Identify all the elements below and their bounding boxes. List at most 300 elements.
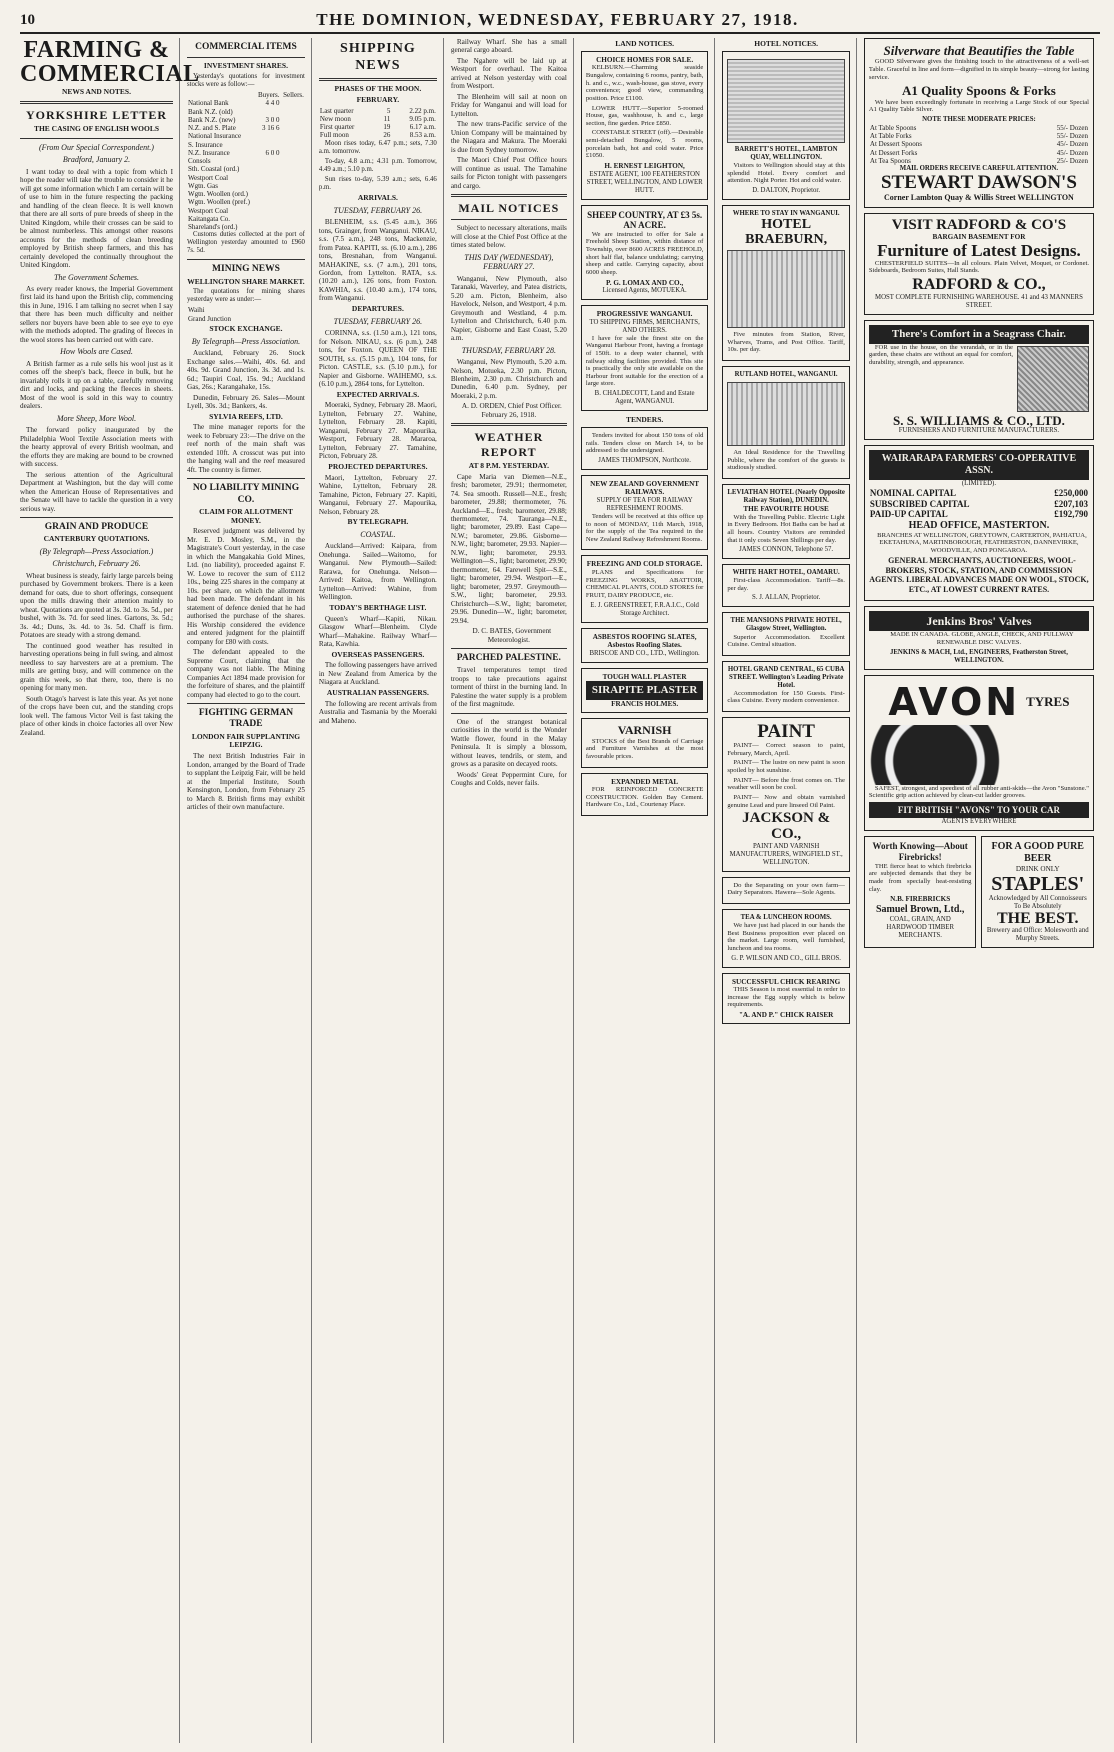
advert-body: We have been exceedingly fortunate in receiving a Large Stock of our Special A1 Quality Table Silver.	[868, 98, 1089, 114]
table-cell	[255, 157, 280, 165]
price-row	[869, 149, 1089, 157]
table-cell	[255, 174, 280, 182]
weather-signature: D. C. BATES, Government Meteorologist.	[472, 627, 552, 644]
company-desc: PAINT AND VARNISH MANUFACTURERS, WINGFIELD ST., WELLINGTON.	[729, 842, 843, 866]
chair-illustration	[1017, 346, 1089, 412]
price-row	[869, 124, 1089, 132]
table-cell: PAID-UP CAPITAL	[869, 509, 948, 520]
article-paragraph: The continued good weather has resulted in harvesting operations being in full swing, and almost needless to say harvesters are at a premium. The mills are getting busy, and will commence on the grain this week, so that there, too, there is no opening for many men.	[20, 641, 173, 693]
article-subtitle: The Government Schemes.	[53, 272, 140, 282]
article-paragraph: South Otago's harvest is late this year. As yet none of the crops have been cut, and the standing crops look well. The famous Victor Veil is fast taking the place of other kinds in choice factories all over New Zealand.	[20, 694, 173, 737]
table-cell: At Table Spoons	[869, 123, 917, 132]
dateline: Bradford, January 2.	[62, 155, 131, 165]
article-paragraph: The forward policy inaugurated by the Philadelphia Wool Textile Association meets with the hearty approval of every British woolman, and the efforts they are making are bound to be crowned with success.	[20, 426, 173, 469]
arrivals-list: BLENHEIM, s.s. (5.45 a.m.), 366 tons, Grainger, from Wanganui. NIKAU, s.s. (7.5 a.m.), 248 tons, Mackenzie, from Patea. KAPITI, ss. (6.10 a.m.), 286 tons, Bresnahan, from Wanganui. MAHAKINE, s.s. (7 a.m.), 201 tons, Gordon, from Lyttelton. RATA, s.s. (10.20 a.m.), 126 tons, from Foxton. KAWHIA, s.s. (10.40 a.m.), 174 tons, from Wanganui.	[318, 218, 437, 303]
agents: AGENTS EVERYWHERE	[941, 818, 1017, 826]
customs-note: Customs duties collected at the port of Wellington yesterday amounted to £960 7s. 5d.	[187, 231, 305, 255]
capital-row	[869, 499, 1089, 510]
brand-name: AVON	[888, 679, 1021, 724]
leviathan-advert	[722, 484, 850, 559]
company-name: Samuel Brown, Ltd.,	[875, 903, 965, 915]
mail-list: Wanganui, New Plymouth, 5.20 a.m. Nelson, Motueka, 2.30 p.m. Picton, Blenheim, 2.30 p.m. Christchurch and Dunedin, 6.40 p.m. Sydney, per Moeraki, 2 p.m.	[450, 358, 567, 400]
article-subhead: THE CASING OF ENGLISH WOOLS	[33, 124, 160, 133]
barretts-advert	[722, 51, 850, 200]
table-cell: Sth. Coastal (ord.)	[188, 165, 240, 174]
tenders-title: TENDERS.	[625, 415, 664, 425]
brand-product: TYRES	[1026, 694, 1070, 710]
australian-title: AUSTRALIAN PASSENGERS.	[326, 687, 429, 697]
agent-desc: Licensed Agents, MOTUEKA.	[602, 287, 687, 295]
table-cell	[281, 174, 305, 182]
advert-heading: WHITE HART HOTEL, OAMARU.	[732, 569, 840, 577]
table-cell: 3 0 0	[265, 115, 280, 124]
varnish-advert	[581, 718, 709, 767]
table-cell: 9.05 p.m.	[409, 114, 436, 123]
weather-subtitle: AT 8 P.M. YESTERDAY.	[468, 460, 549, 470]
company-name: STEWART DAWSON'S	[880, 172, 1077, 194]
tenders-advert	[581, 427, 709, 470]
table-row	[319, 107, 437, 115]
agents: JENKINS & MACH, Ltd., ENGINEERS, Featherston Street, WELLINGTON.	[889, 648, 1068, 664]
advert-subheading: (LIMITED).	[961, 479, 997, 487]
weather-list: Cape Maria van Diemen—N.E., fresh; barometer, 29.91; thermometer, 74. Sea smooth. Russell—N.E., fresh; barometer, 29.88; thermometer, 76. Auckland—E., fresh; barometer, 29.88; thermometer, 74. Tauranga—N.E., light; barometer, 29.89. East Cape—N.W.; barometer, 29.86. Gisborne—N.W., light; barometer, 29.93. Napier—N.W., light; barometer, 29.93. Wellington—S., light; barometer, 29.90; thermometer, 64. Farewell Spit—S.E., light; barometer, 29.94. Westport—E., light; barometer, 29.97. Greymouth—S.W., light; barometer, 29.93. Christchurch—S.W., light; barometer, 29.96. Dunedin—W., light; barometer, 29.94.	[450, 472, 567, 625]
table-cell: Grand Junction	[188, 314, 231, 323]
expected-title: EXPECTED ARRIVALS.	[336, 389, 420, 399]
tide-note: To-day, 4.8 a.m.; 4.31 p.m. Tomorrow, 4.49 a.m.; 5.10 p.m.	[318, 157, 437, 173]
table-cell: 19	[383, 123, 391, 132]
table-cell	[255, 182, 280, 190]
mail-signature: A. D. ORDEN, Chief Post Officer. February 26, 1918.	[461, 402, 562, 419]
fighting-title: FIGHTING GERMAN TRADE	[198, 708, 294, 730]
article-paragraph: A British farmer as a rule sells his wool just as it comes off the sheep's back, fleece in bulk, but he invariably rolls it up on a table, carefully removing dirt and locks, and packing the fleeces in sheets. Most of the wool is sold in this way to country dealers.	[20, 359, 173, 411]
advert-subheading: SUPPLY OF TEA FOR RAILWAY REFRESHMENT ROOMS.	[596, 496, 693, 512]
grain-byline: (By Telegraph—Press Association.)	[39, 547, 154, 557]
mail-note: Subject to necessary alterations, mails will close at the Chief Post Office at the times stated below.	[450, 224, 567, 250]
table-cell	[281, 149, 305, 157]
masthead	[20, 8, 1100, 34]
hotel-title: HOTEL NOTICES.	[754, 39, 819, 48]
table-cell: 55/- Dozen	[1056, 132, 1088, 141]
advert-subheading: TO SHIPPING FIRMS, MERCHANTS, AND OTHERS.	[589, 318, 700, 334]
advert-body: THIS Season is most essential in order to increase the Egg supply which is below requirements.	[727, 986, 845, 1009]
company-desc: COAL, GRAIN, AND HARDWOOD TIMBER MERCHANTS.	[886, 915, 954, 939]
table-cell	[255, 190, 280, 198]
wanganui-advert	[581, 305, 709, 411]
article-paragraph: Reserved judgment was delivered by Mr. E. D. Mosley, S.M., in the Magistrate's Court yesterday, in the case in which the Mangakahia Gold Mines, Ltd. (no liability), proceeded against F. W. Lowe to recover the sum of £112 10s., being 225 shares in the company at 10s. per share, on which the allotment had been made. The defendant in his statement of defence denied that he had authorised the purchase of the shares. His Worship considered the evidence and entered judgment for the plaintiff company for £80 with costs.	[187, 527, 305, 646]
table-cell	[281, 165, 305, 173]
table-cell: Westport Coal	[188, 173, 229, 182]
table-cell: NOMINAL CAPITAL	[869, 487, 956, 498]
investment-table	[187, 91, 305, 231]
column-shipping	[319, 38, 444, 1743]
moon-phases-table	[319, 107, 437, 140]
table-row	[319, 123, 437, 131]
mail-date: THIS DAY (WEDNESDAY), FEBRUARY 27.	[464, 252, 554, 272]
arrivals-title: ARRIVALS.	[357, 192, 398, 202]
table-cell: Wgtn. Woollen (pref.)	[188, 198, 250, 207]
table-cell	[281, 141, 305, 149]
noliability-subtitle: CLAIM FOR ALLOTMENT MONEY.	[199, 506, 293, 525]
advert-body: Do the Separating on your own farm—Dairy Separators. Hawera—Sole Agents.	[727, 881, 845, 897]
table-row	[187, 207, 305, 215]
table-cell: 26	[383, 131, 391, 140]
mining-title: MINING NEWS	[212, 264, 280, 275]
agent-name: B. CHALDECOTT, Land and Estate Agent, WANGANUI.	[594, 390, 695, 406]
table-cell	[255, 207, 280, 215]
exchange-title: STOCK EXCHANGE.	[209, 323, 283, 333]
bottom-adverts	[864, 836, 1094, 953]
advert-slogan: FIT BRITISH "AVONS" TO YOUR CAR	[869, 802, 1089, 819]
capital-table	[869, 488, 1089, 520]
table-row	[187, 99, 305, 107]
advert-body: PLANS and Specifications for FREEZING WORKS, ABATTOIR, CHEMICAL PLANTS, COLD STORES for FRUIT, DAIRY PRODUCE, etc.	[585, 568, 704, 599]
exchange-byline: By Telegraph—Press Association.	[191, 336, 301, 346]
article-paragraph: The Maori Chief Post Office hours will continue as usual. The Tamahine sails for Picton tonight with passengers and cargo.	[450, 156, 567, 190]
sylvia-title: SYLVIA REEFS, LTD.	[209, 411, 283, 421]
mail-orders-note: MAIL ORDERS RECEIVE CAREFUL ATTENTION.	[899, 165, 1059, 173]
advert-heading: Silverware that Beautifies the Table	[883, 43, 1075, 58]
listing: KELBURN.—Charming seaside Bungalow, containing 6 rooms, pantry, bath, h. and c., w.c., wash-house, gas stove, every convenience; good view, commanding position. Price £1100.	[585, 64, 704, 102]
bytel-title: BY TELEGRAPH.	[347, 517, 409, 527]
table-cell: At Dessert Forks	[869, 148, 918, 157]
table-cell: £192,790	[1054, 509, 1088, 520]
table-cell: 3 16 6	[262, 124, 280, 133]
column-hotel-notices	[722, 38, 857, 1743]
australian-list: The following are recent arrivals from Australia and Tasmania by the Moeraki and Maheno.	[318, 699, 437, 725]
advert-heading: VISIT RADFORD & CO'S	[891, 216, 1067, 233]
article-paragraph: The serious attention of the Agricultural Department at Washington, but the day will come when the American House of Representatives and the Senate will have to tackle the question in a very serious way.	[20, 470, 173, 513]
advert-slogan: THE BEST.	[996, 909, 1079, 927]
article-headline: YORKSHIRE LETTER	[25, 107, 168, 122]
listing: LOWER HUTT.—Superior 5-roomed House, gas, washhouse, h. and c., large section, fine garden. Price £850.	[585, 104, 704, 127]
head-office: HEAD OFFICE, MASTERTON.	[908, 519, 1050, 531]
advert-heading: LEVIATHAN HOTEL (Nearly Opposite Railway Station), DUNEDIN.	[727, 489, 845, 505]
staples-beer-advert	[981, 836, 1094, 948]
capital-row	[869, 509, 1089, 520]
table-cell	[281, 207, 305, 215]
advert-heading: SUCCESSFUL CHICK REARING	[732, 977, 841, 986]
advert-body: PAINT— Correct season to paint, February, March, April.	[727, 742, 845, 757]
advert-heading: WHERE TO STAY IN WANGANUI.	[732, 209, 840, 217]
table-cell	[255, 141, 280, 149]
palestine-title: PARCHED PALESTINE.	[456, 653, 561, 664]
prices-title: NOTE THESE MODERATE PRICES:	[922, 115, 1036, 123]
table-header: Buyers.	[257, 91, 280, 100]
commercial-title: COMMERCIAL ITEMS	[195, 42, 297, 52]
table-cell: N.Z. Insurance	[188, 148, 230, 157]
table-cell: Wgtn. Gas	[188, 181, 218, 190]
services: GENERAL MERCHANTS, AUCTIONEERS, WOOL-BROKERS, STOCK, STATION, AND COMMISSION AGENTS. LIBERAL ADVANCES MADE ON WOOL, STOCK, ETC., AT LOWEST CURRENT RATES.	[869, 556, 1089, 594]
table-row	[187, 132, 305, 140]
avon-advert	[864, 675, 1094, 832]
berthage-list: Queen's Wharf—Kapiti, Nikau. Glasgow Wharf—Blenheim. Clyde Wharf—Mahakine. Railway Wharf—Rata, Kawhia.	[318, 614, 437, 649]
table-row	[187, 116, 305, 124]
price-list	[869, 124, 1089, 165]
table-cell: Wgtn. Woollen (ord.)	[188, 190, 248, 199]
table-cell	[281, 223, 305, 231]
article-paragraph: The defendant appealed to the Supreme Court, claiming that the company was not liable. The Mining Companies Act 1894 made provision for the forfeiture of shares, and the plaintiff company had elected to go to the court.	[187, 648, 305, 699]
table-cell	[255, 108, 280, 116]
advert-signature: G. P. WILSON AND CO., GILL BROS.	[731, 954, 841, 962]
byline: (From Our Special Correspondent.)	[39, 142, 154, 152]
article-paragraph: Dunedin, February 26. Sales—Mount Lyell, 30s. 3d.; Bankers, 4s.	[187, 393, 305, 411]
table-cell: Bank N.Z. (new)	[188, 115, 236, 124]
column-commercial	[187, 38, 312, 1743]
chick-advert	[722, 973, 850, 1025]
phases-month: FEBRUARY.	[356, 94, 400, 104]
advert-body: PAINT— The lustre on new paint is soon spoiled by hot sunshine.	[727, 759, 845, 774]
advert-subheading: DRINK ONLY	[1015, 865, 1060, 874]
table-cell: 6.17 a.m.	[409, 123, 436, 132]
table-row	[319, 131, 437, 139]
advert-body: MADE IN CANADA. GLOBE, ANGLE, CHECK, AND FULLWAY RENEWABLE DISC VALVES.	[890, 631, 1074, 647]
advert-signature: S. J. ALLAN, Proprietor.	[752, 594, 821, 602]
table-cell: Consols	[188, 157, 211, 166]
grand-central-advert	[722, 661, 850, 712]
table-cell: Full moon	[319, 131, 349, 140]
article-subtitle: More Sheep, More Wool.	[56, 413, 137, 423]
article-subtitle: How Wools are Cased.	[60, 347, 133, 357]
table-row	[187, 174, 305, 182]
mail-date: THURSDAY, FEBRUARY 28.	[461, 345, 556, 355]
table-cell: At Dessert Spoons	[869, 140, 923, 149]
table-row	[187, 141, 305, 149]
freezing-advert	[581, 555, 709, 622]
advert-subheading: A1 Quality Spoons & Forks	[902, 83, 1056, 99]
advert-subheading: BARGAIN BASEMENT FOR	[932, 233, 1026, 242]
noliability-title: NO LIABILITY MINING CO.	[192, 483, 300, 505]
price-row	[869, 140, 1089, 148]
article-paragraph: The Ngahere will be laid up at Westport for overhaul. The Kaitoa arrived at Nelson yesterday with coal from Westport.	[450, 56, 567, 91]
table-row	[187, 165, 305, 173]
advert-body: Tenders invited for about 150 tons of old rails. Tenders close on March 14, to be addressed to the undersigned.	[585, 431, 704, 455]
table-cell	[281, 182, 305, 190]
grain-headline: GRAIN AND PRODUCE	[44, 521, 149, 532]
article-paragraph: The Blenheim will sail at noon on Friday for Wanganui and will load for Lyttelton.	[450, 92, 567, 118]
mail-title: MAIL NOTICES	[458, 201, 560, 216]
advert-heading: RUTLAND HOTEL, WANGANUI.	[734, 371, 838, 379]
advert-body: Visitors to Wellington should stay at this splendid Hotel. Every comfort and attention. Night Porter. Hot and cold water.	[727, 161, 845, 185]
advert-body: I have for sale the finest site on the Wanganui Harbour Front, having a frontage of 150ft. to a deep water channel, with railway siding facilities provided. This site is practically the only site available on the Harbour front suitable for the erection of a large store.	[585, 334, 704, 388]
advert-heading: ASBESTOS ROOFING SLATES, Asbestos Roofing Slates.	[592, 632, 697, 650]
departures-date: TUESDAY, FEBRUARY 26.	[333, 316, 423, 326]
advert-body: STOCKS of the Best Brands of Carriage and Furniture Varnishes at the most favourable prices.	[585, 737, 704, 760]
table-row	[187, 306, 305, 314]
advert-body: Tenders will be received at this office up to noon of MONDAY, 11th March, 1918, for the supply of the Tea required in the New Zealand Railway Refreshment Rooms.	[585, 512, 704, 543]
tyre-illustration	[869, 725, 1089, 785]
article-paragraph: The next British Industries Fair in London, arranged by the Board of Trade to supplant the Leipzig Fair, will be held at the Imperial Institute, South Kensington, London, from February 25 to March 8. British firms may exhibit articles of their own manufacture.	[187, 752, 305, 812]
seagrass-advert	[864, 320, 1094, 441]
mail-list: Wanganui, New Plymouth, also Taranaki, Waverley, and Patea districts, 5.20 a.m. Picton, Blenheim, also Havelock, Nelson, and Westport, 4 p.m. Greymouth and Westland, 4 p.m. Lyttelton and Christchurch, 6.40 p.m. Napier, Gisborne and East Coast, 5.20 a.m.	[450, 274, 567, 343]
table-row	[187, 223, 305, 231]
table-cell: New moon	[319, 114, 351, 123]
article-paragraph: Travel temperatures tempt tired troops to take precautions against torment of thirst in the burning land. In Palestine the water supply is a problem of the first magnitude.	[450, 666, 567, 709]
table-cell	[255, 223, 280, 231]
table-cell	[255, 165, 280, 173]
column-display-adverts	[864, 38, 1100, 1743]
advert-body: We have just had placed in our hands the Best Business proposition ever placed on the market. Large room, well furnished, luncheon and tea rooms.	[727, 922, 845, 952]
railways-advert	[581, 475, 709, 551]
rutland-advert	[722, 366, 850, 479]
advert-signature: JAMES THOMPSON, Northcote.	[598, 456, 691, 464]
table-cell: 8.53 a.m.	[409, 131, 436, 140]
table-cell: National Insurance	[188, 132, 242, 141]
mining-note: The quotations for mining shares yesterday were as under:—	[187, 288, 305, 304]
article-paragraph: One of the strangest botanical curiosities in the world is the Wonder Wattle flower, found in the Malay Peninsula. It is simply a blossom, without leaves, tendrils, or stem, and grows as a parasite on decayed roots.	[450, 717, 567, 769]
table-cell	[281, 198, 305, 206]
table-cell: 6 0 0	[265, 148, 280, 157]
advert-line: Woods' Great Peppermint Cure, for Coughs and Colds, never fails.	[450, 770, 567, 788]
brand-name: STAPLES'	[991, 872, 1085, 895]
grain-dateline: Christchurch, February 26.	[52, 559, 141, 569]
table-row	[187, 198, 305, 206]
coastal-list: Auckland—Arrived: Kaipara, from Onehunga. Sailed—Waitomo, for Wanganui. New Plymouth—Sailed: Rarawa, for Onehunga. Nelson—Arrived: Kaitoa, from Wellington. Lyttelton—Arrived: Wahine, from Wellington.	[318, 542, 437, 602]
advert-heading: TOUGH WALL PLASTER	[602, 672, 687, 681]
jenkins-advert	[864, 606, 1094, 669]
mining-table	[187, 306, 305, 323]
table-cell: At Tea Spoons	[869, 156, 911, 165]
paint-advert	[722, 717, 850, 872]
advert-signature: D. DALTON, Proprietor.	[752, 186, 821, 194]
table-cell: 2.22 p.m.	[409, 106, 436, 115]
table-cell	[281, 190, 305, 198]
table-cell	[255, 132, 280, 140]
table-row	[319, 115, 437, 123]
agent-name: P. G. LOMAX AND CO.,	[606, 278, 684, 287]
article-paragraph: Wheat business is steady, fairly large parcels being purchased by Government brokers. There is a keen demand for oats, due to short offerings, consequent upon the mills drawing their attention mainly to wheat. Quotations are quoted at 3s. 3d. to 3s. 5d., per bushel, with 3s. 7d. for seed lines. Gartons, 3s. 5d.; 3s. 4d.; Duns, 3s. 4d. to 3s. 5d. Chaff is firm. Potatoes are steady with a strong demand.	[20, 571, 173, 640]
tea-rooms-advert	[722, 909, 850, 968]
advert-signature: BRISCOE AND CO., LTD., Wellington.	[589, 649, 700, 657]
investment-title: INVESTMENT SHARES.	[203, 61, 288, 71]
table-row	[187, 215, 305, 223]
company-name: S. S. WILLIAMS & CO., LTD.	[892, 412, 1065, 428]
table-cell	[281, 157, 305, 165]
projected-title: PROJECTED DEPARTURES.	[328, 461, 428, 471]
advert-body: FOR use in the house, on the verandah, or in the garden, these chairs are without an equal for comfort, durability, strength, and appearance.	[868, 343, 1013, 366]
table-row	[187, 315, 305, 323]
advert-body: We are instructed to offer for Sale a Freehold Sheep Station, within distance of Township, over 8600 ACRES FREEHOLD, short half flat, balance undulating; carrying sheep and cattle. Carrying capacity, about 6000 sheep.	[585, 230, 704, 276]
company-address: Brewery and Office: Molesworth and Murphy Streets.	[986, 927, 1089, 943]
table-cell: Shareland's (ord.)	[188, 223, 238, 232]
whitehart-advert	[722, 564, 850, 607]
advert-heading: WAIRARAPA FARMERS' CO-OPERATIVE ASSN.	[869, 450, 1089, 480]
company-address: Corner Lambton Quay & Willis Street WELLINGTON	[884, 193, 1074, 203]
investment-note: Yesterday's quotations for investment stocks were as follow:—	[187, 73, 305, 89]
advert-heading: PAINT	[757, 721, 815, 743]
table-cell	[255, 198, 280, 206]
table-cell: Kaitangata Co.	[188, 214, 230, 223]
braeburn-advert	[722, 205, 850, 361]
article-paragraph: As every reader knows, the Imperial Government first laid its hand upon the British clip, commencing this in June, 1916. I am talking no secret when I say that there has been much difficulty and neither sellers nor buyers have been able to see eye to eye with the methods adopted. The grading of fleeces in the wool stores has been carried out with care.	[20, 284, 173, 344]
table-cell	[281, 108, 305, 116]
table-cell: 5	[386, 106, 391, 115]
mining-subtitle: WELLINGTON SHARE MARKET.	[187, 276, 305, 286]
advert-body: Five minutes from Station, River, Wharves, Trams, and Post Office. Tariff, 10s. per day.	[727, 331, 845, 354]
stewart-dawson-advert	[864, 38, 1094, 208]
advert-body: THE fierce heat to which firebricks are subjected demands that they be made from specially heat-resisting clay.	[868, 862, 972, 893]
advert-body: An Ideal Residence for the Travelling Public, where the comfort of the guests is studiously studied.	[727, 449, 845, 472]
sheep-advert	[581, 205, 709, 301]
advert-heading: Jenkins Bros' Valves	[869, 611, 1089, 631]
table-cell	[281, 124, 305, 132]
separator-advert	[722, 877, 850, 904]
table-cell: National Bank	[188, 99, 229, 108]
advert-body: First-class Accommodation. Tariff—8s. per day.	[727, 577, 845, 592]
advert-feature: Furniture of Latest Designs.	[877, 240, 1081, 260]
article-paragraph: The new trans-Pacific service of the Union Company will be maintained by the Niagara and Makura. The Moeraki is due from Sydney tomorrow.	[450, 120, 567, 154]
table-cell: 45/- Dozen	[1056, 140, 1088, 149]
departures-title: DEPARTURES.	[351, 303, 404, 313]
table-row	[187, 190, 305, 198]
sirapite-banner: SIRAPITE PLASTER	[586, 681, 704, 700]
phases-title: PHASES OF THE MOON.	[334, 84, 422, 94]
wairarapa-advert	[864, 445, 1094, 601]
table-cell	[281, 116, 305, 124]
advert-body: Superior Accommodation. Excellent Cuisine. Central situation.	[727, 633, 845, 649]
advert-heading: EXPANDED METAL	[611, 777, 679, 786]
advert-heading: SHEEP COUNTRY, AT £3 5s. AN ACRE.	[587, 209, 703, 231]
table-row	[187, 182, 305, 190]
price-row	[869, 157, 1089, 165]
advert-heading: CHOICE HOMES FOR SALE.	[596, 55, 694, 64]
hotel-building-illustration	[727, 382, 845, 446]
advert-signature: JAMES CONNON, Telephone 57.	[739, 546, 834, 554]
advert-body: With the Travelling Public. Electric Light in Every Bedroom. Hot Baths can be had at all hours. Country Visitors are reminded that it only costs Seven Shillings per day.	[727, 513, 845, 544]
table-cell: 25/- Dozen	[1056, 156, 1088, 165]
advert-heading: HOTEL GRAND CENTRAL, 65 CUBA STREET. Wellington's Leading Private Hotel.	[727, 665, 845, 689]
advert-signature: E. J. GREENSTREET, F.R.A.I.C., Cold Storage Architect.	[590, 601, 699, 617]
advert-heading: Worth Knowing—About Firebricks!	[872, 841, 968, 863]
table-cell: 55/- Dozen	[1056, 123, 1088, 132]
advert-body: Acknowledged by All Connoisseurs To Be Absolutely	[988, 894, 1087, 910]
article-paragraph: The mine manager reports for the week to February 23:—The drive on the reef north of the main shaft was extended 10ft. A crosscut was put into the hanging wall and the reef measured 4ft. The country is firmer.	[187, 423, 305, 474]
agent-desc: ESTATE AGENT, 100 FEATHERSTON STREET, WELLINGTON, AND LOWER HUTT.	[586, 170, 703, 194]
land-title: LAND NOTICES.	[615, 39, 674, 48]
table-cell	[281, 215, 305, 223]
leighton-advert	[581, 51, 709, 200]
overseas-list: The following passengers have arrived in New Zealand from America by the Niagara at Auckland.	[318, 661, 437, 687]
company-desc: MOST COMPLETE FURNISHING WAREHOUSE. 41 and 43 MANNERS STREET.	[875, 293, 1083, 309]
capital-row	[869, 488, 1089, 499]
table-header-row	[187, 91, 305, 99]
table-cell: Last quarter	[319, 106, 354, 115]
mansions-advert	[722, 612, 850, 655]
table-row	[187, 149, 305, 157]
section-title: FARMING & COMMERCIAL	[20, 37, 200, 87]
weather-title: WEATHER REPORT	[474, 430, 544, 459]
product-name: "A. AND P." CHICK RAISER	[738, 1011, 834, 1019]
table-cell: 11	[383, 114, 391, 123]
advert-body: PAINT— Now and obtain varnished genuine Lead and pure linseed Oil Paint.	[727, 793, 845, 809]
advert-signature: FRANCIS HOLMES.	[611, 700, 679, 708]
firebricks-advert	[864, 836, 977, 948]
table-cell	[255, 215, 280, 223]
article-paragraph: Railway Wharf. She has a small general cargo aboard.	[450, 38, 567, 55]
coastal-title: COASTAL.	[360, 529, 396, 539]
advert-body: FOR REINFORCED CONCRETE CONSTRUCTION. Golden Bay Cement. Hardware Co., Ltd., Courtenay Place.	[585, 786, 704, 809]
hotel-building-illustration	[727, 59, 845, 143]
table-cell: S. Insurance	[188, 140, 223, 149]
moon-note: Moon rises today, 6.47 p.m.; sets, 7.30 a.m. tomorrow.	[318, 139, 437, 155]
advert-heading: TEA & LUNCHEON ROOMS.	[740, 914, 832, 921]
table-cell: N.Z. and S. Plate	[188, 124, 236, 133]
berthage-title: TODAY'S BERTHAGE LIST.	[329, 602, 427, 612]
price-row	[869, 132, 1089, 140]
table-row	[187, 157, 305, 165]
agent-name: H. ERNEST LEIGHTON,	[604, 162, 685, 171]
advert-heading: FOR A GOOD PURE BEER	[991, 841, 1084, 865]
overseas-title: OVERSEAS PASSENGERS.	[331, 649, 425, 659]
